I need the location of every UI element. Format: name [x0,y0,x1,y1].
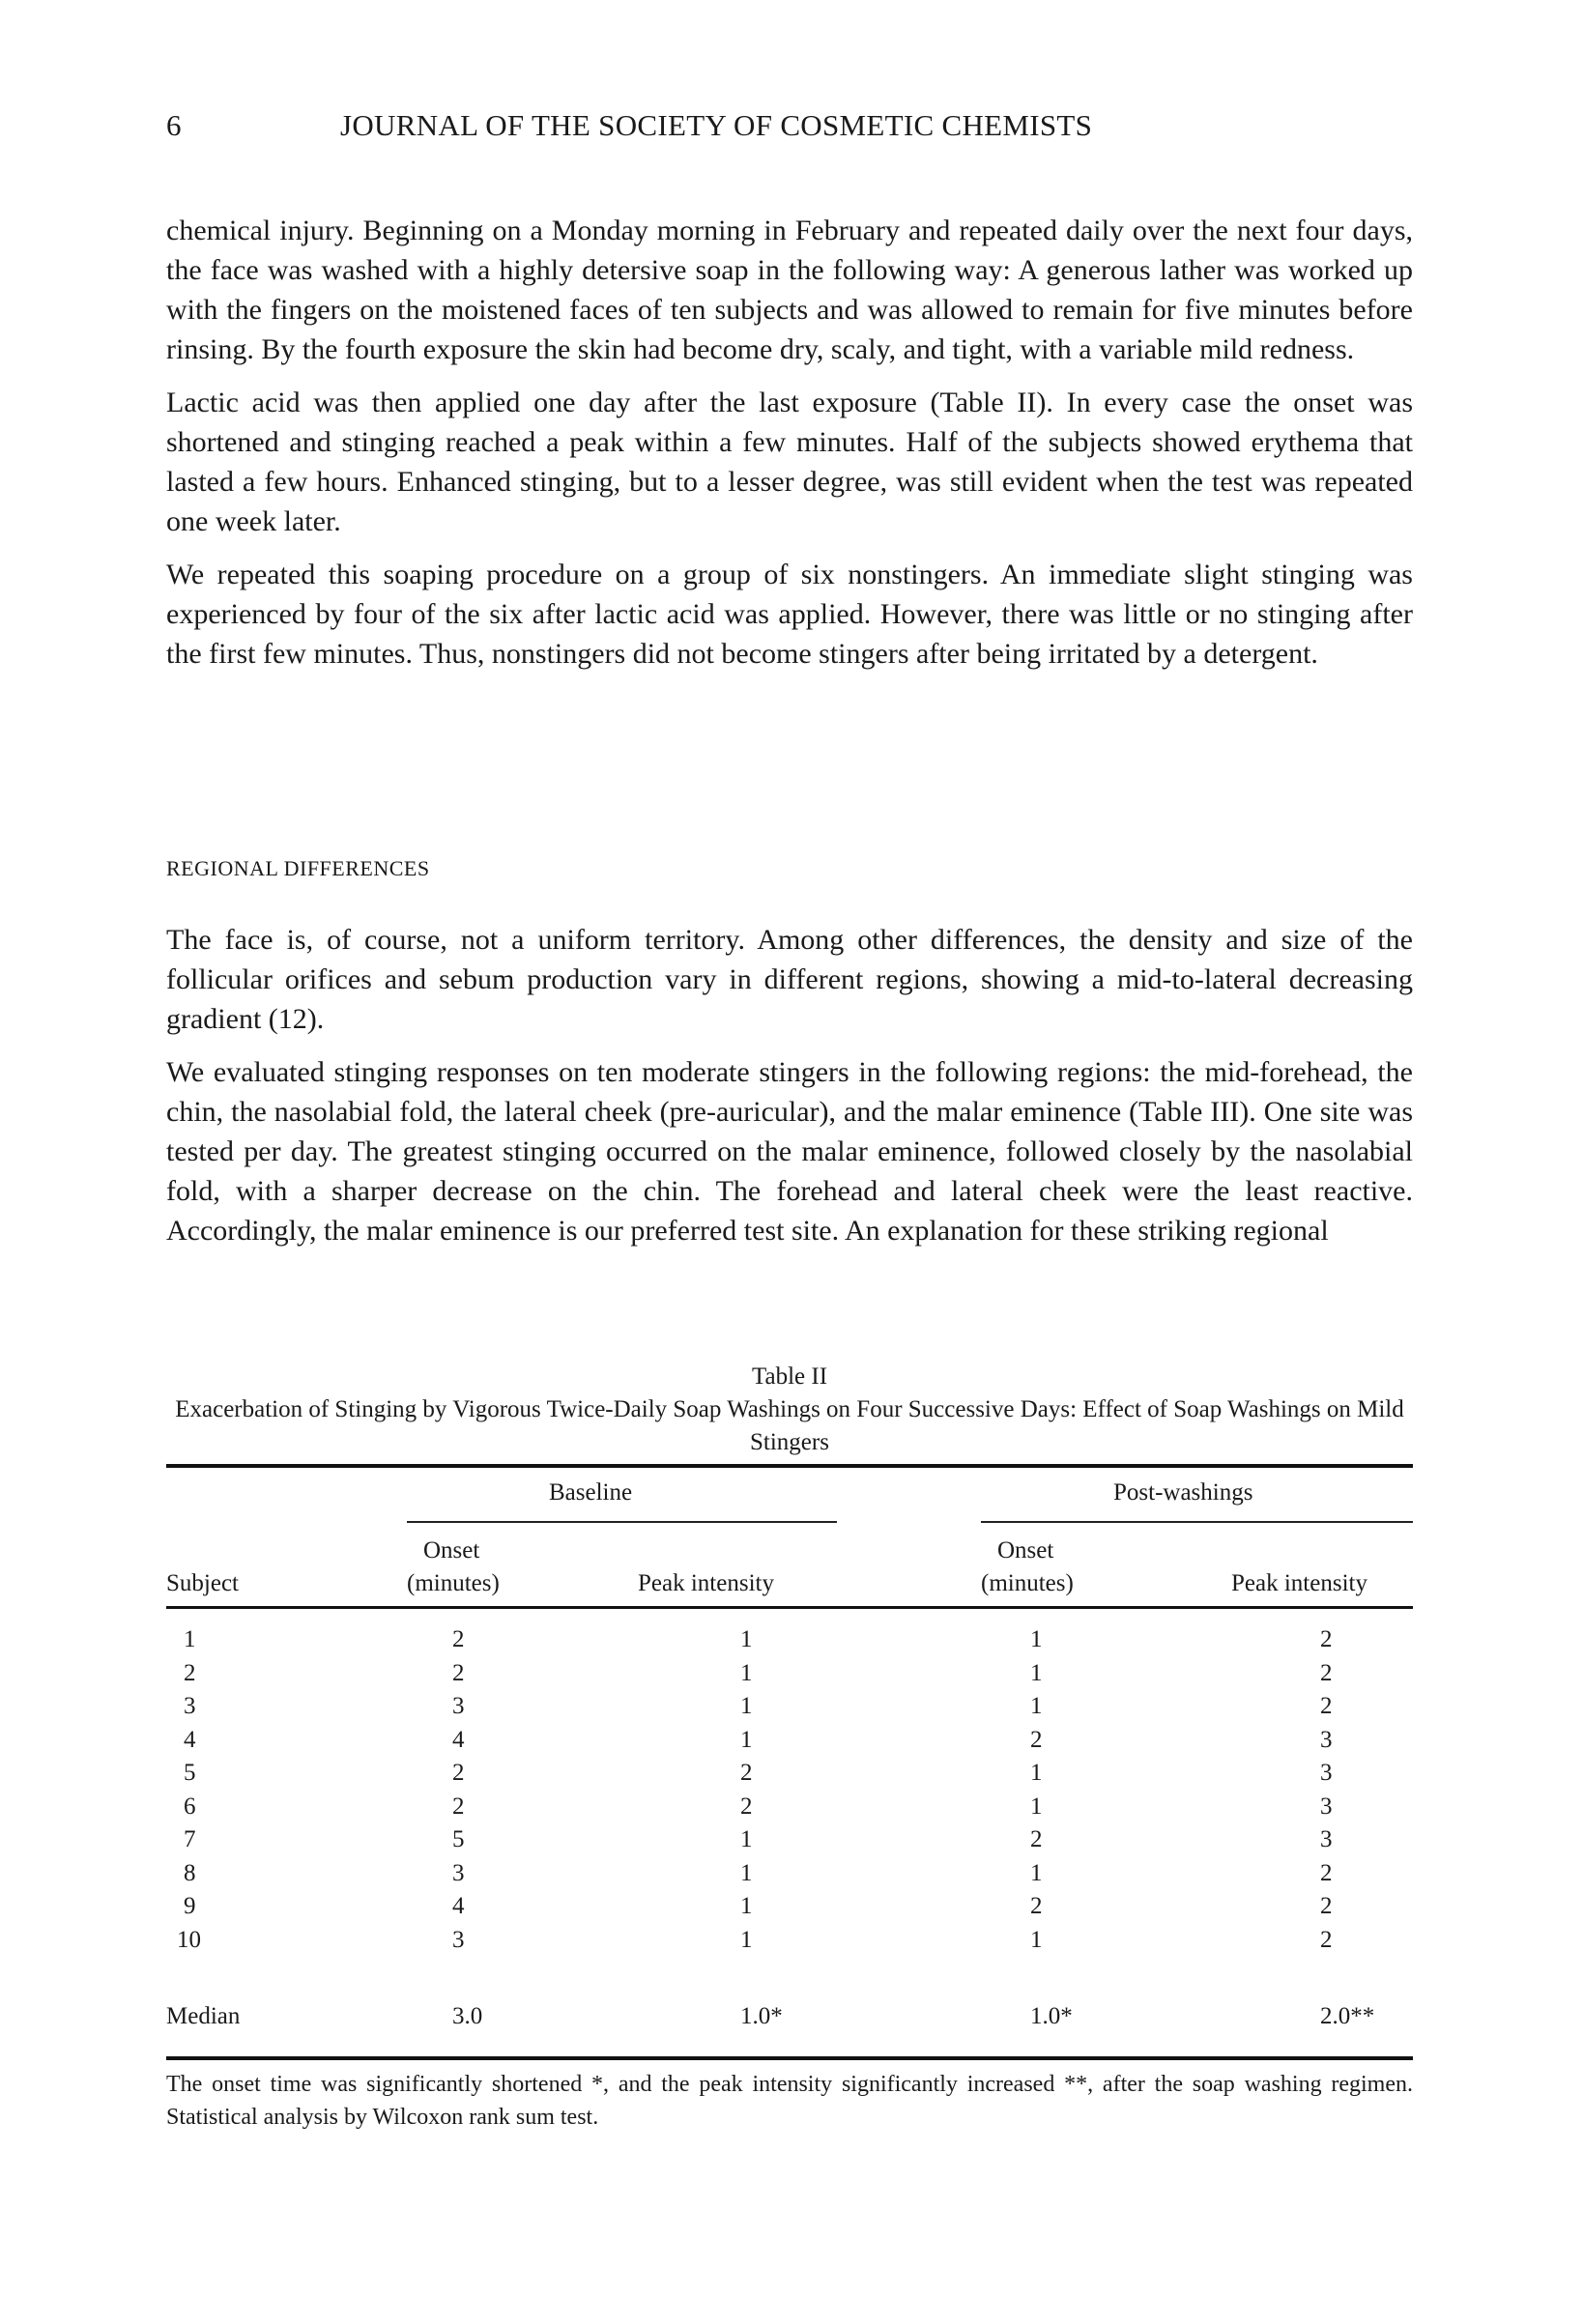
cell-onset-post: 2 [1030,1893,1043,1919]
table-footnote: The onset time was significantly shortened *, and the peak intensity significantly increased **, after the soap washing regimen. Statistical analysis by Wilcoxon rank sum test. [166,2072,1413,2130]
cell-onset-post: 2 [1030,1726,1043,1753]
cell-peak-post: 2 [1320,1659,1333,1686]
cell-peak-baseline: 1 [740,1893,753,1919]
cell-subject: 9 [184,1893,196,1919]
median-value: 2.0** [1320,2003,1375,2029]
table-caption: Exacerbation of Stinging by Vigorous Twice-Daily Soap Washings on Four Successive Days: Effect of Soap Washings on Mild Stingers [175,1396,1404,1455]
cell-onset-post: 1 [1030,1659,1043,1686]
col-header-line1: Onset [423,1537,480,1564]
group-header-baseline: Baseline [549,1479,633,1506]
paragraph: Lactic acid was then applied one day after the last exposure (Table II). In every case the onset was shortened and stinging reached a peak within a few minutes. Half of the subjects showed erythema that lasted a few hours. Enhanced stinging, but to a lesser degree, was still evident when the test was repeated one week later. [166,387,1413,537]
cell-onset-baseline: 5 [452,1826,465,1852]
col-header-peak-post: Peak intensity [1231,1570,1367,1596]
cell-peak-baseline: 1 [740,1826,753,1852]
cell-onset-post: 1 [1030,1859,1043,1886]
cell-peak-baseline: 1 [740,1859,753,1886]
cell-peak-post: 2 [1320,1693,1333,1719]
cell-subject: 10 [177,1926,201,1953]
cell-peak-post: 2 [1320,1893,1333,1919]
cell-onset-post: 1 [1030,1693,1043,1719]
cell-subject: 2 [184,1659,196,1686]
page-number: 6 [166,108,182,142]
section-heading: REGIONAL DIFFERENCES [166,856,430,880]
cell-onset-baseline: 2 [452,1793,465,1820]
col-header-peak-baseline: Peak intensity [638,1570,774,1596]
table-title: Table II [751,1363,828,1390]
cell-peak-post: 3 [1320,1793,1333,1820]
cell-onset-baseline: 4 [452,1893,465,1919]
cell-peak-baseline: 1 [740,1659,753,1686]
cell-onset-baseline: 3 [452,1926,465,1953]
cell-onset-baseline: 4 [452,1726,465,1753]
cell-onset-post: 2 [1030,1826,1043,1852]
cell-peak-post: 3 [1320,1726,1333,1753]
cell-subject: 3 [184,1693,196,1719]
table-top-rule [166,1464,1413,1468]
cell-peak-post: 3 [1320,1826,1333,1852]
cell-subject: 6 [184,1793,196,1820]
group-header-post-washings: Post-washings [1113,1479,1253,1506]
cell-peak-baseline: 1 [740,1726,753,1753]
cell-peak-post: 2 [1320,1926,1333,1953]
col-header-onset-post: (minutes) [981,1570,1074,1596]
paragraph: We repeated this soaping procedure on a group of six nonstingers. An immediate slight stinging was experienced by four of the six after lactic acid was applied. However, there was little or no stinging after the first few minutes. Thus, nonstingers did not become stingers after being irritated by a detergent. [166,559,1413,670]
cell-peak-baseline: 1 [740,1693,753,1719]
median-label: Median [166,2003,241,2029]
table-bottom-rule [166,2056,1413,2060]
median-value: 1.0* [740,2003,783,2029]
cell-peak-baseline: 2 [740,1793,753,1820]
paragraph: chemical injury. Beginning on a Monday morning in February and repeated daily over the next four days, the face was washed with a highly detersive soap in the following way: A generous lather was worked up with the fingers on the moistened faces of ten subjects and was allowed to remain for five minutes before rinsing. By the fourth exposure the skin had become dry, scaly, and tight, with a variable mild redness. [166,215,1413,365]
group-rule-baseline [407,1521,837,1523]
body-text-after-section [166,920,1413,1264]
paragraph: The face is, of course, not a uniform territory. Among other differences, the density and size of the follicular orifices and sebum production vary in different regions, showing a mid-to-lateral decreasing gradient (12). [166,924,1413,1035]
cell-onset-post: 1 [1030,1793,1043,1820]
paragraph: We evaluated stinging responses on ten moderate stingers in the following regions: the mid-forehead, the chin, the nasolabial fold, the lateral cheek (pre-auricular), and the malar eminence (Table III). One site was tested per day. The greatest stinging occurred on the malar eminence, followed closely by the nasolabial fold, with a sharper decrease on the chin. The forehead and lateral cheek were the least reactive. Accordingly, the malar eminence is our preferred test site. An explanation for these striking regional [166,1056,1413,1247]
cell-subject: 1 [184,1626,196,1652]
cell-peak-post: 3 [1320,1760,1333,1786]
cell-onset-baseline: 3 [452,1859,465,1886]
cell-onset-post: 1 [1030,1760,1043,1786]
cell-peak-baseline: 1 [740,1626,753,1652]
cell-onset-baseline: 2 [452,1626,465,1652]
table-header-rule [166,1606,1413,1609]
cell-onset-post: 1 [1030,1626,1043,1652]
cell-peak-baseline: 1 [740,1926,753,1953]
cell-onset-post: 1 [1030,1926,1043,1953]
median-value: 1.0* [1030,2003,1073,2029]
cell-peak-post: 2 [1320,1626,1333,1652]
col-header-onset-baseline: (minutes) [407,1570,500,1596]
cell-subject: 7 [184,1826,196,1852]
median-value: 3.0 [452,2003,483,2029]
col-header-subject: Subject [166,1570,239,1596]
cell-onset-baseline: 3 [452,1693,465,1719]
cell-peak-post: 2 [1320,1859,1333,1886]
cell-subject: 5 [184,1760,196,1786]
cell-peak-baseline: 2 [740,1760,753,1786]
body-text-before-section [166,211,1413,687]
cell-onset-baseline: 2 [452,1659,465,1686]
col-header-line1: Onset [997,1537,1054,1564]
group-rule-post-washings [981,1521,1413,1523]
journal-title: JOURNAL OF THE SOCIETY OF COSMETIC CHEMISTS [340,108,1093,142]
cell-subject: 8 [184,1859,196,1886]
cell-onset-baseline: 2 [452,1760,465,1786]
cell-subject: 4 [184,1726,196,1753]
